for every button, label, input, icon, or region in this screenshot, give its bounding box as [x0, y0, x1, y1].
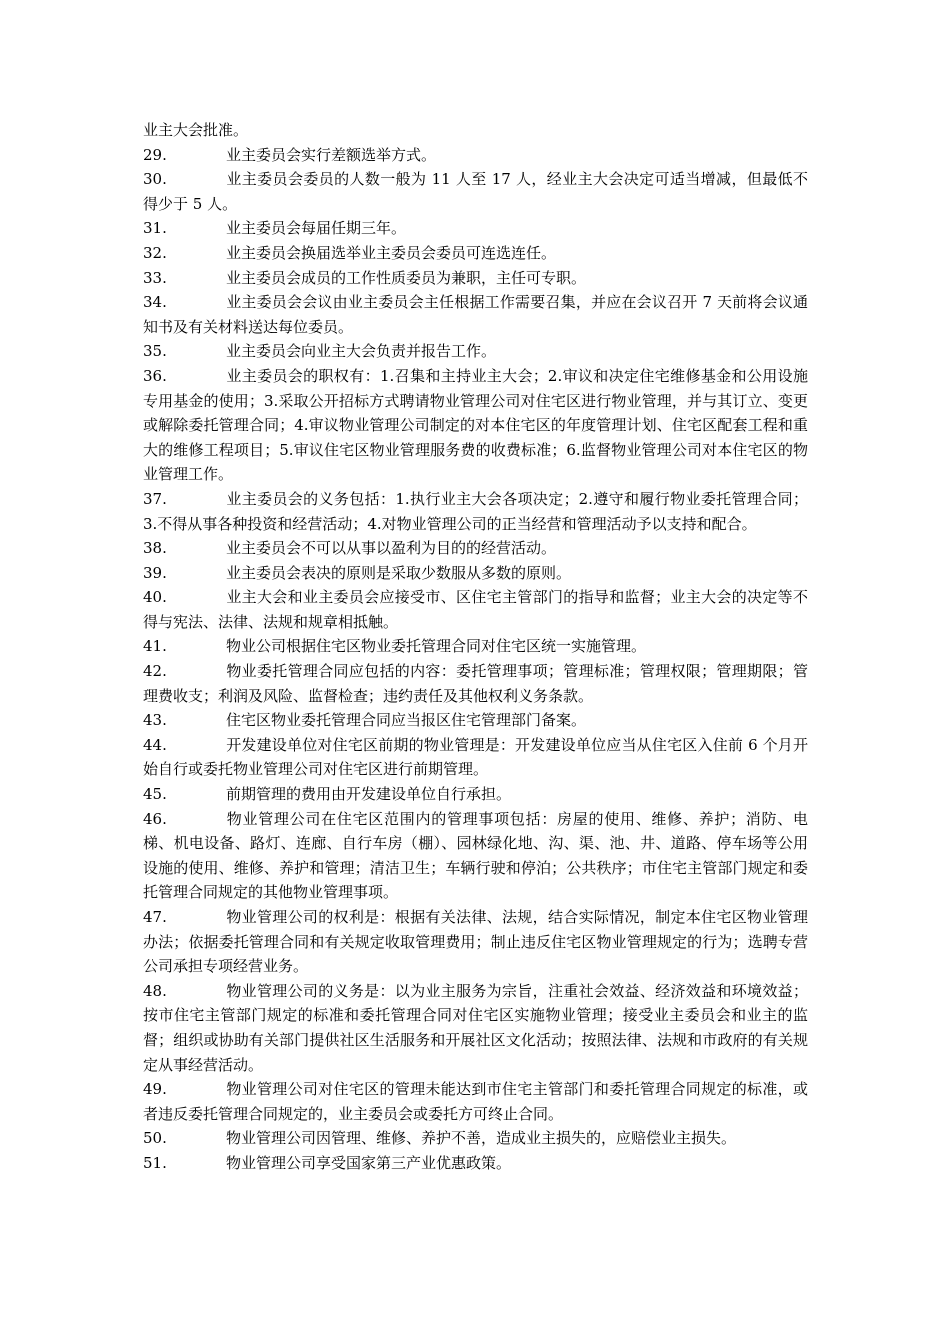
list-item: [143, 979, 808, 1077]
list-item: [143, 585, 808, 634]
item-text: 物业管理公司对住宅区的管理未能达到市住宅主管部门和委托管理合同规定的标准，或者违反委托管理合同规定的，业主委员会或委托方可终止合同。: [143, 1080, 808, 1123]
item-number: 47.: [143, 908, 167, 926]
item-number: 29.: [143, 145, 167, 164]
item-number: 35.: [143, 342, 167, 361]
list-item: [143, 364, 808, 487]
item-text: 业主委员会每届任期三年。: [226, 219, 407, 238]
item-text: 业主委员会成员的工作性质委员为兼职，主任可专职。: [226, 268, 587, 287]
list-item: [143, 1077, 808, 1126]
list-item: [143, 634, 808, 659]
list-item: [143, 561, 808, 586]
item-text: 业主委员会委员的人数一般为 11 人至 17 人，经业主大会决定可适当增减，但最低不得少于 5 人。: [143, 170, 808, 213]
item-text: 业主委员会会议由业主委员会主任根据工作需要召集，并应在会议召开 7 天前将会议通知书及有关材料送达每位委员。: [143, 293, 808, 336]
item-number: 43.: [143, 711, 167, 730]
item-number: 44.: [143, 735, 167, 754]
item-text: 业主委员会的义务包括：1.执行业主大会各项决定；2.遵守和履行物业委托管理合同；3.不得从事各种投资和经营活动；4.对物业管理公司的正当经营和管理活动予以支持和配合。: [143, 489, 808, 533]
intro-line: 业主大会批准。: [143, 121, 249, 139]
item-number: 31.: [143, 219, 167, 238]
item-text: 前期管理的费用由开发建设单位自行承担。: [226, 785, 512, 804]
item-number: 49.: [143, 1080, 167, 1099]
item-list: [143, 143, 808, 1176]
item-text: 业主大会和业主委员会应接受市、区住宅主管部门的指导和监督；业主大会的决定等不得与宪法、法律、法规和规章相抵触。: [143, 588, 808, 631]
item-number: 39.: [143, 563, 167, 582]
item-number: 46.: [143, 809, 167, 828]
item-number: 32.: [143, 243, 167, 262]
item-text: 业主委员会不可以从事以盈利为目的的经营活动。: [226, 539, 557, 558]
list-item: [143, 807, 808, 905]
list-item: [143, 339, 808, 364]
list-item: [143, 905, 808, 979]
item-text: 物业管理公司在住宅区范围内的管理事项包括：房屋的使用、维修、养护；消防、电梯、机电设备、路灯、连廊、自行车房（棚）、园林绿化地、沟、渠、池、井、道路、停车场等公用设施的使用、维修、养护和管理；清洁卫生；车辆行驶和停泊；公共秩序；市住宅主管部门规定和委托管理合同规定的其他物业管理事项。: [143, 809, 808, 902]
item-text: 业主委员会换届选举业主委员会委员可连选连任。: [226, 243, 557, 262]
list-item: [143, 143, 808, 168]
item-number: 33.: [143, 268, 167, 287]
item-number: 51.: [143, 1153, 167, 1172]
item-text: 业主委员会实行差额选举方式。: [226, 145, 437, 164]
list-item: [143, 241, 808, 266]
item-text: 开发建设单位对住宅区前期的物业管理是：开发建设单位应当从住宅区入住前 6 个月开始自行或委托物业管理公司对住宅区进行前期管理。: [143, 735, 808, 779]
item-text: 物业委托管理合同应包括的内容：委托管理事项；管理标准；管理权限；管理期限；管理费收支；利润及风险、监督检查；违约责任及其他权利义务条款。: [143, 662, 808, 705]
item-number: 30.: [143, 170, 167, 189]
item-number: 37.: [143, 489, 167, 508]
item-number: 48.: [143, 981, 167, 1000]
item-number: 42.: [143, 662, 167, 681]
item-text: 物业管理公司的权利是：根据有关法律、法规，结合实际情况，制定本住宅区物业管理办法；依据委托管理合同和有关规定收取管理费用；制止违反住宅区物业管理规定的行为；选聘专营公司承担专项经营业务。: [143, 908, 808, 976]
document-body: [143, 118, 808, 1176]
list-item: [143, 266, 808, 291]
list-item: [143, 782, 808, 807]
list-item: [143, 1151, 808, 1176]
item-number: 34.: [143, 293, 167, 312]
item-text: 物业管理公司的义务是：以为业主服务为宗旨，注重社会效益、经济效益和环境效益；按市住宅主管部门规定的标准和委托管理合同对住宅区实施物业管理；接受业主委员会和业主的监督；组织或协助有关部门提供社区生活服务和开展社区文化活动；按照法律、法规和市政府的有关规定从事经营活动。: [143, 981, 808, 1074]
item-text: 物业管理公司享受国家第三产业优惠政策。: [226, 1153, 512, 1172]
item-text: 业主委员会表决的原则是采取少数服从多数的原则。: [226, 563, 572, 582]
list-item: [143, 290, 808, 339]
item-number: 38.: [143, 539, 167, 558]
list-item: [143, 659, 808, 708]
list-item: [143, 1126, 808, 1151]
item-text: 业主委员会的职权有：1.召集和主持业主大会；2.审议和决定住宅维修基金和公用设施专用基金的使用；3.采取公开招标方式聘请物业管理公司对住宅区进行物业管理，并与其订立、变更或解除委托管理合同；4.审议物业管理公司制定的对本住宅区的年度管理计划、住宅区配套工程和重大的维修工程项目；5.审议住宅区物业管理服务费的收费标准；6.监督物业管理公司对本住宅区的物业管理工作。: [143, 366, 808, 484]
item-text: 物业管理公司因管理、维修、养护不善，造成业主损失的，应赔偿业主损失。: [226, 1129, 737, 1148]
list-item: [143, 167, 808, 216]
item-number: 50.: [143, 1129, 167, 1148]
list-item: [143, 487, 808, 536]
item-number: 41.: [143, 637, 167, 656]
list-item: [143, 216, 808, 241]
item-text: 业主委员会向业主大会负责并报告工作。: [226, 342, 497, 361]
item-number: 40.: [143, 588, 167, 607]
item-number: 36.: [143, 366, 167, 385]
item-number: 45.: [143, 785, 167, 804]
list-item: [143, 733, 808, 782]
list-item: [143, 536, 808, 561]
item-text: 物业公司根据住宅区物业委托管理合同对住宅区统一实施管理。: [226, 637, 647, 656]
list-item: [143, 708, 808, 733]
item-text: 住宅区物业委托管理合同应当报区住宅管理部门备案。: [226, 711, 587, 730]
